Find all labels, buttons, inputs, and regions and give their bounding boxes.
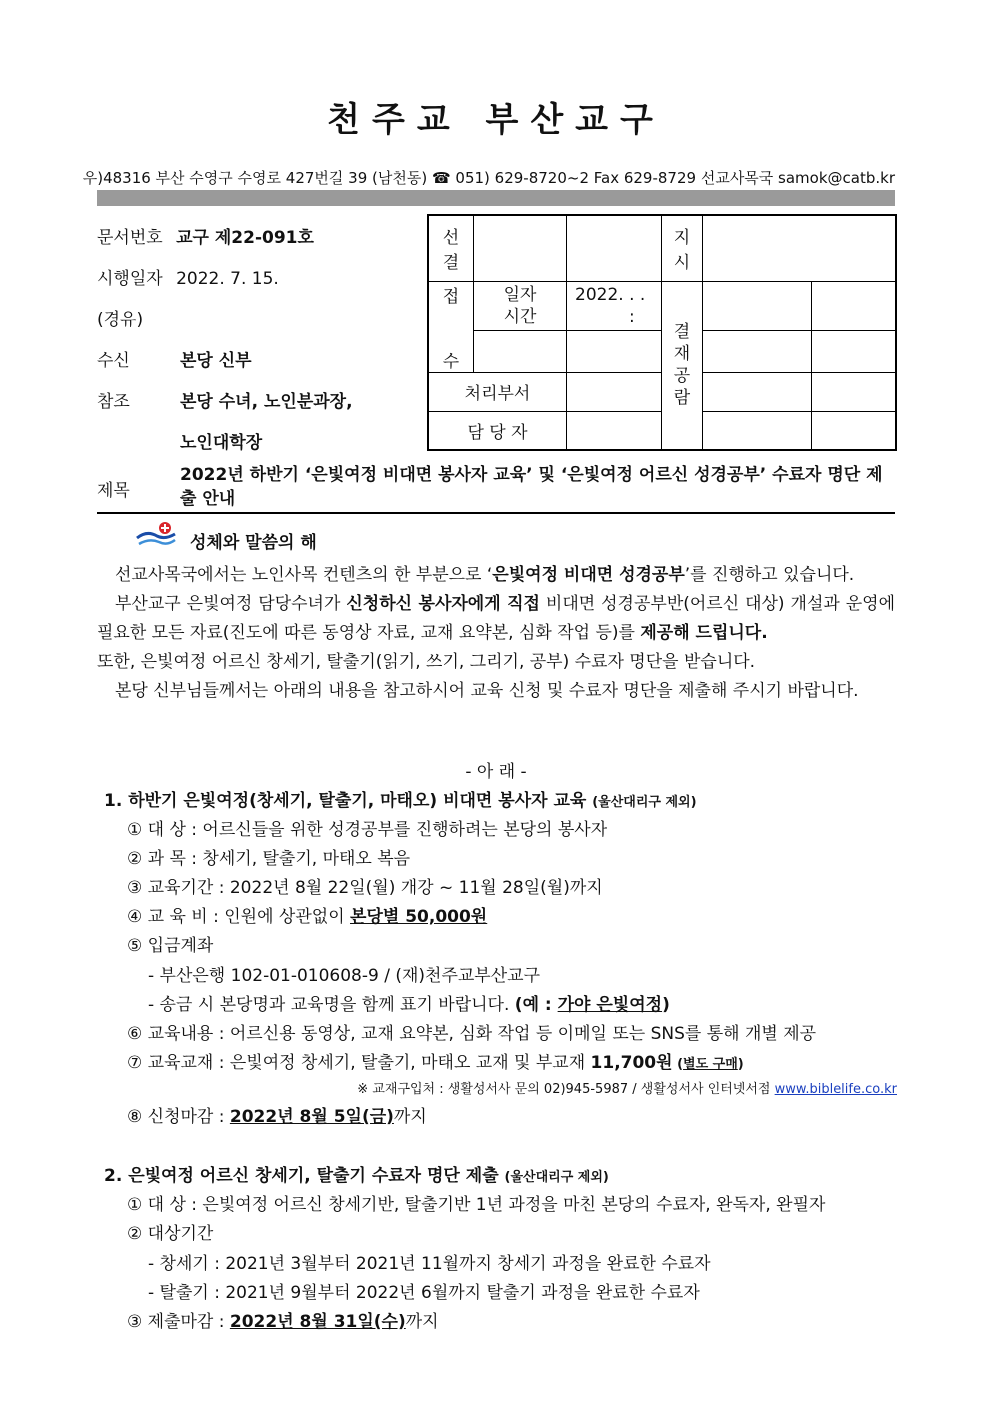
empty-cell [567, 330, 662, 372]
subject-label: 제목 [97, 481, 130, 501]
sign-cell [703, 330, 812, 372]
date-row [97, 264, 279, 289]
section-1-item: ⑤ 입금계좌 [127, 936, 214, 956]
biblelife-link[interactable]: www.biblelife.co.kr [774, 1082, 897, 1097]
document-title: 천주교 부산교구 [327, 100, 665, 140]
paragraph-2: 부산교구 은빛여정 담당수녀가 신청하신 봉사자에게 직접 비대면 성경공부반(어르신 대상) 개설과 운영에 필요한 모든 자료(진도에 따른 동영상 자료, 교재 요약본, 심화 작업 등)를 제공해 드립니다. [97, 594, 896, 643]
section-1-item: ⑥ 교육내용 : 어르신용 동영상, 교재 요약본, 심화 작업 등 이메일 또는 SNS를 통해 개별 제공 [127, 1024, 817, 1044]
to-value: 본당 신부 [180, 351, 252, 371]
section-1-item: ③ 교육기간 : 2022년 8월 22일(월) 개강 ~ 11월 28일(월)까지 [127, 878, 603, 898]
sign-cell [811, 372, 896, 411]
ref-value-2: 노인대학장 [180, 433, 263, 453]
section-2-deadline: ③ 제출마감 : 2022년 8월 31일(수)까지 [127, 1312, 439, 1332]
sign-cell [703, 372, 812, 411]
section-1-item: ① 대 상 : 어르신들을 위한 성경공부를 진행하려는 본당의 봉사자 [127, 820, 608, 840]
address-line: 우)48316 부산 수영구 수영로 427번길 39 (남천동) ☎ 051) 629-8720~2 Fax 629-8729 선교사목국 samok@catb.kr [82, 169, 895, 187]
dept-label-cell: 처리부서 [428, 372, 567, 411]
section-2-item: ② 대상기간 [127, 1224, 214, 1244]
ref-label: 참조 [97, 392, 130, 412]
section-1-deadline: ⑧ 신청마감 : 2022년 8월 5일(금)까지 [127, 1107, 427, 1127]
greeting: 성체와 말씀의 해 [190, 533, 317, 553]
empty-cell [474, 330, 567, 372]
subject-text: 2022년 하반기 ‘은빛여정 비대면 봉사자 교육’ 및 ‘은빛여정 어르신 성경공부’ 수료자 명단 제출 안내 [180, 465, 883, 509]
person-value-cell [567, 411, 662, 450]
transfer-note: - 송금 시 본당명과 교육명을 함께 표기 바랍니다. (예 : 가야 은빛여정) [148, 995, 670, 1015]
diocese-logo-icon [135, 520, 177, 550]
paragraph-4: 본당 신부님들께서는 아래의 내용을 참고하시어 교육 신청 및 수료자 명단을 제출해 주시기 바랍니다. [115, 681, 859, 701]
textbook-note: ※ 교재구입처 : 생활성서사 문의 02)945-5987 / 생활성서사 인터넷서점 www.biblelife.co.kr [357, 1082, 897, 1097]
paragraph-1: 선교사목국에서는 노인사목 컨텐츠의 한 부분으로 ‘은빛여정 비대면 성경공부’를 진행하고 있습니다. [115, 565, 855, 585]
date-label: 시행일자 [97, 269, 163, 289]
ref-value-1: 본당 수녀, 노인분과장, [180, 392, 353, 412]
date-time-label-cell: 일자 시간 [474, 281, 567, 330]
dept-value-cell [567, 372, 662, 411]
sign-cell [811, 281, 896, 330]
sign-cell [811, 411, 896, 450]
to-label: 수신 [97, 351, 130, 371]
approval-table [427, 214, 897, 451]
doc-number-row [97, 223, 314, 248]
sign-cell [703, 281, 812, 330]
account-line: - 부산은행 102-01-010608-9 / (재)천주교부산교구 [148, 966, 540, 986]
period-exodus: - 탈출기 : 2021년 9월부터 2022년 6월까지 탈출기 과정을 완료한 수료자 [148, 1283, 700, 1303]
doc-number-label: 문서번호 [97, 228, 163, 248]
section-1-title: 1. 하반기 은빛여정(창세기, 탈출기, 마태오) 비대면 봉사자 교육 (울산대리구 제외) [104, 791, 697, 811]
period-genesis: - 창세기 : 2021년 3월부터 2021년 11월까지 창세기 과정을 완료한 수료자 [148, 1254, 711, 1274]
empty-cell [474, 215, 567, 281]
doc-number: 교구 제22-091호 [176, 228, 314, 248]
section-1-item: ⑦ 교육교재 : 은빛여정 창세기, 탈출기, 마태오 교재 및 부교재 11,700원 (별도 구매) [127, 1053, 744, 1073]
header-divider [97, 190, 895, 206]
below-heading: - 아 래 - [465, 762, 527, 782]
section-2-item: ① 대 상 : 은빛여정 어르신 창세기반, 탈출기반 1년 과정을 마친 본당의 수료자, 완독자, 완필자 [127, 1195, 826, 1215]
empty-cell [567, 215, 662, 281]
section-1-item: ② 과 목 : 창세기, 탈출기, 마태오 복음 [127, 849, 411, 869]
person-label-cell: 담 당 자 [428, 411, 567, 450]
sign-cell [703, 411, 812, 450]
paragraph-3: 또한, 은빛여정 어르신 창세기, 탈출기(읽기, 쓰기, 그리기, 공부) 수료자 명단을 받습니다. [97, 652, 756, 672]
section-1-item: ④ 교 육 비 : 인원에 상관없이 본당별 50,000원 [127, 907, 488, 927]
subject-divider [97, 512, 895, 514]
sign-cell [811, 330, 896, 372]
jeopsu-cell: 접 수 [428, 281, 474, 372]
seongyeol-cell: 선 결 [428, 215, 474, 281]
jisi-content-cell [703, 215, 897, 281]
date-time-fill-cell: 2022. . . : [567, 281, 662, 330]
date-value: 2022. 7. 15. [176, 269, 279, 289]
section-2-title: 2. 은빛여정 어르신 창세기, 탈출기 수료자 명단 제출 (울산대리구 제외) [104, 1166, 609, 1186]
via-label: (경유) [97, 310, 144, 330]
approval-review-label-cell: 결 재 공 람 [662, 281, 703, 450]
jisi-cell: 지 시 [662, 215, 703, 281]
